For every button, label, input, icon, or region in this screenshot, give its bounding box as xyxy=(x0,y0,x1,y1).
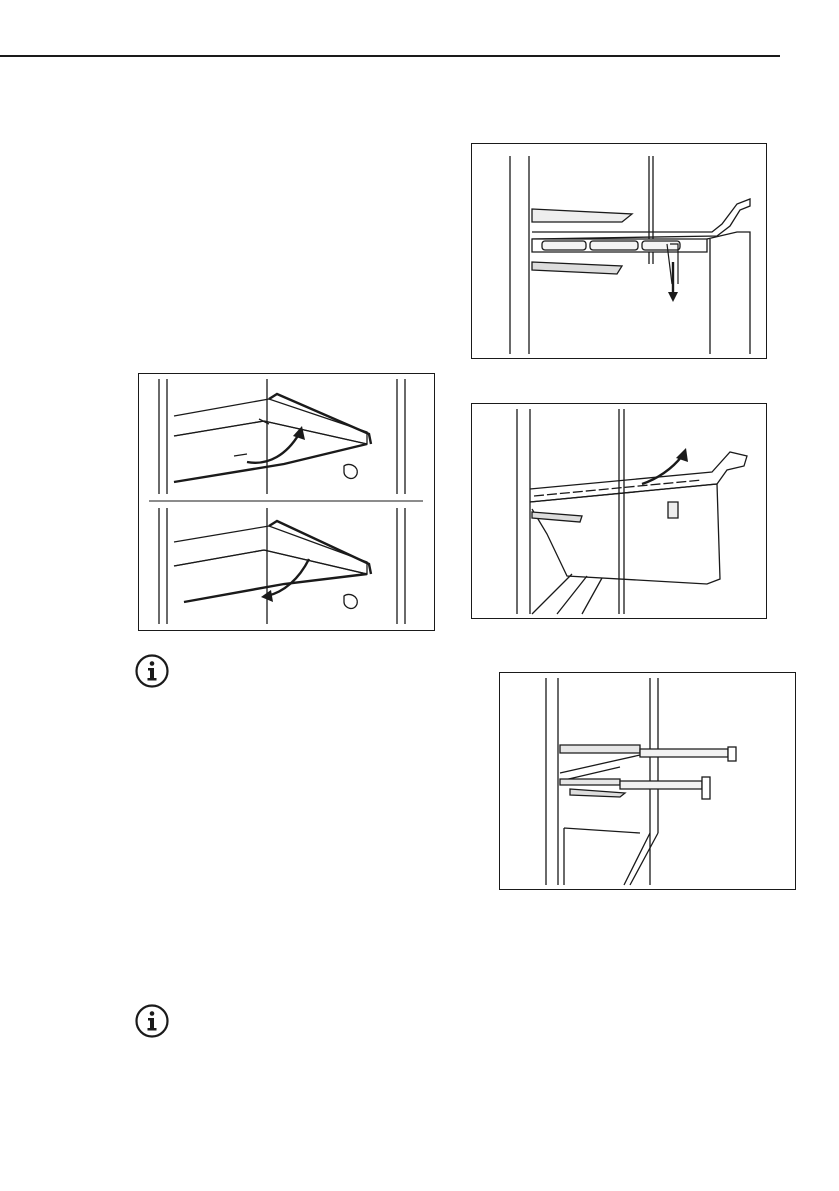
figure-drawer-rails xyxy=(499,672,796,890)
info-icon xyxy=(134,653,170,689)
figure-shelf-remove xyxy=(138,373,435,631)
info-icon xyxy=(134,1003,170,1039)
down-arrow-icon xyxy=(668,292,678,302)
header-rule xyxy=(0,55,780,57)
figure-drawer-release xyxy=(471,143,767,359)
figure-drawer-lift xyxy=(471,403,767,619)
